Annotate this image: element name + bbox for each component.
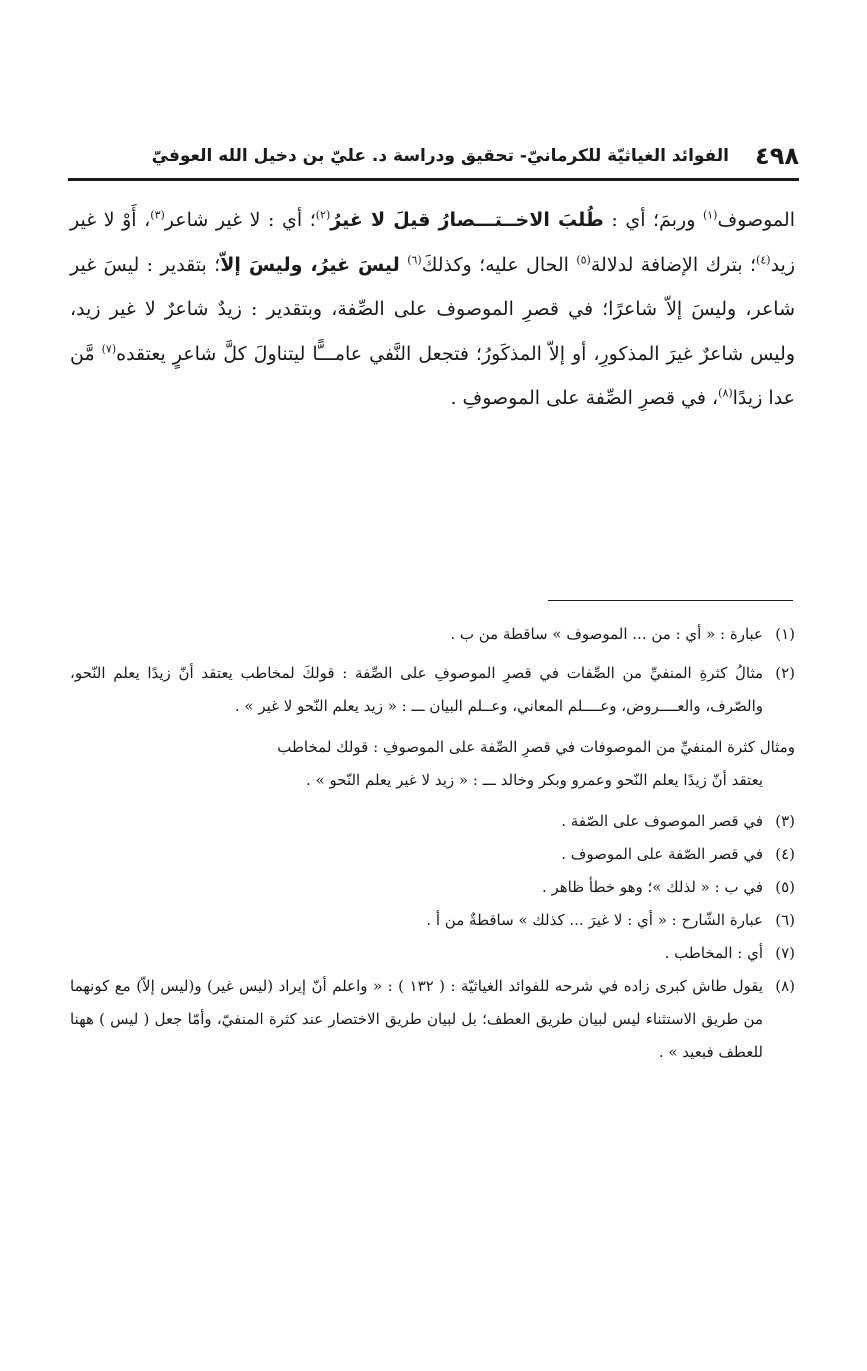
page-number: ٤٩٨	[755, 142, 799, 170]
footnote-text: أي : المخاطب .	[664, 944, 763, 962]
text-run: الموصوف	[717, 209, 795, 231]
text-run: الحال عليه؛ وكذلكَ	[421, 253, 577, 276]
footnote-number: (٣)	[775, 812, 795, 830]
footnote-text: عبارة : « أي : من ... الموصوف » ساقطة من ب .	[450, 625, 763, 643]
footnote-text: يقول طاش كبرى زاده في شرحه للفوائد الغياثيّة : ( ١٣٢ ) : « واعلم أنّ إيراد (ليس غير) و(ليس إلاّ) مع كونهما من طريق الاستثناء ليس لبيان طريق العطف؛ بل لبيان طريق الاختصار عند كثرة المنفيّ، وأمّا جعل ( ليس ) ههنا للعطف فبعيد » .	[70, 977, 763, 1061]
running-title: الفوائد الغياثيّة للكرمانيّ- تحقيق ودراسة د. عليّ بن دخيل الله العوفيّ	[151, 146, 729, 166]
footnote-number: (٨)	[775, 977, 795, 995]
footnotes	[70, 618, 795, 1069]
footnote-ref: (٣)	[150, 208, 165, 222]
main-paragraph	[70, 198, 795, 421]
header-rule	[68, 178, 799, 181]
footnote-number: (٦)	[775, 911, 795, 929]
footnote-text: عبارة الشّارح : « أي : لا غيرَ ... كذلك » ساقطةٌ من أ .	[426, 911, 763, 929]
text-run: ؛ بتقدير : ليسَ غير شاعر، وليسَ إلاّ شاعرًا؛ في قصرِ الموصوف على الصِّفة، وبتقدير : زيدٌ شاعرٌ لا غير زيد، وليس شاعرٌ غيرَ المذكورِ، أو إلاّ المذكَورُ؛ فتجعل النَّفي عامـــًّا ليتناولَ كلَّ شاعرٍ يعتقده	[70, 253, 795, 365]
running-header	[68, 136, 799, 176]
text-run: وربمَ؛ أي :	[603, 209, 703, 231]
footnote-number: (٥)	[775, 878, 795, 896]
footnote-7	[70, 937, 795, 970]
footnote-6	[70, 904, 795, 937]
footnote-number: (٧)	[775, 944, 795, 962]
footnote-3	[70, 805, 795, 838]
footnote-text: في قصر الموصوف على الصّفة .	[561, 812, 763, 830]
text-run: مَّن عدا زيدًا	[70, 342, 795, 409]
text-run: ؛ أي : لا غير شاعر	[164, 209, 316, 231]
footnote-ref: (٤)	[756, 253, 771, 267]
footnote-ref: (٧)	[101, 342, 117, 356]
bold-matn: طُلبَ الاخــتـــصارُ قيلَ لا غيرُ	[330, 209, 604, 231]
footnote-ref: (٨)	[718, 386, 733, 400]
footnote-separator	[548, 600, 793, 601]
footnote-ref: (٢)	[315, 208, 331, 222]
footnote-text: مثالُ كثرةِ المنفيِّ من الصِّفات في قصرِ الموصوفِ على الصِّفة : قولكَ لمخاطب يعتقد أنّ زيدًا يعلم النّحو، والصّرف، والعــــروض، وعــــلم المعاني، وعــلم البيان ـــ : « زيد يعلم النّحو لا غير » .	[70, 664, 763, 715]
footnote-ref: (٥)	[576, 253, 591, 267]
footnote-1	[70, 618, 795, 651]
text-run: ؛ بترك الإضافة لدلالة	[590, 253, 757, 276]
footnote-2-continuation	[70, 731, 795, 797]
footnote-number: (٤)	[775, 845, 795, 863]
footnote-5	[70, 871, 795, 904]
footnote-text: يعتقد أنّ زيدًا يعلم النّحو وعمرو وبكر وخالد ـــ : « زيد لا غير يعلم النّحو » .	[306, 771, 763, 789]
bold-matn: ليسَ غيرُ، وليسَ إلاّ	[220, 253, 400, 276]
text-run: ، أَوْ لا غير زيد	[70, 209, 795, 276]
text-run: ، في قصرِ الصِّفة على الموصوفِ .	[450, 387, 719, 409]
footnote-text: في قصر الصّفة على الموصوف .	[561, 845, 763, 863]
footnote-ref: (١)	[702, 208, 718, 222]
footnote-8	[70, 970, 795, 1069]
footnote-ref: (٦)	[407, 253, 422, 267]
footnote-4	[70, 838, 795, 871]
footnote-text: ومثال كثرة المنفيِّ من الموصوفات في قصرِ الصِّفة على الموصوفِ : قولك لمخاطب	[277, 738, 795, 756]
footnote-text: في ب : « لذلك »؛ وهو خطأ ظاهر .	[541, 878, 763, 896]
footnote-2	[70, 657, 795, 723]
footnote-number: (٢)	[775, 664, 795, 682]
main-text	[70, 198, 795, 421]
footnote-number: (١)	[775, 625, 795, 643]
